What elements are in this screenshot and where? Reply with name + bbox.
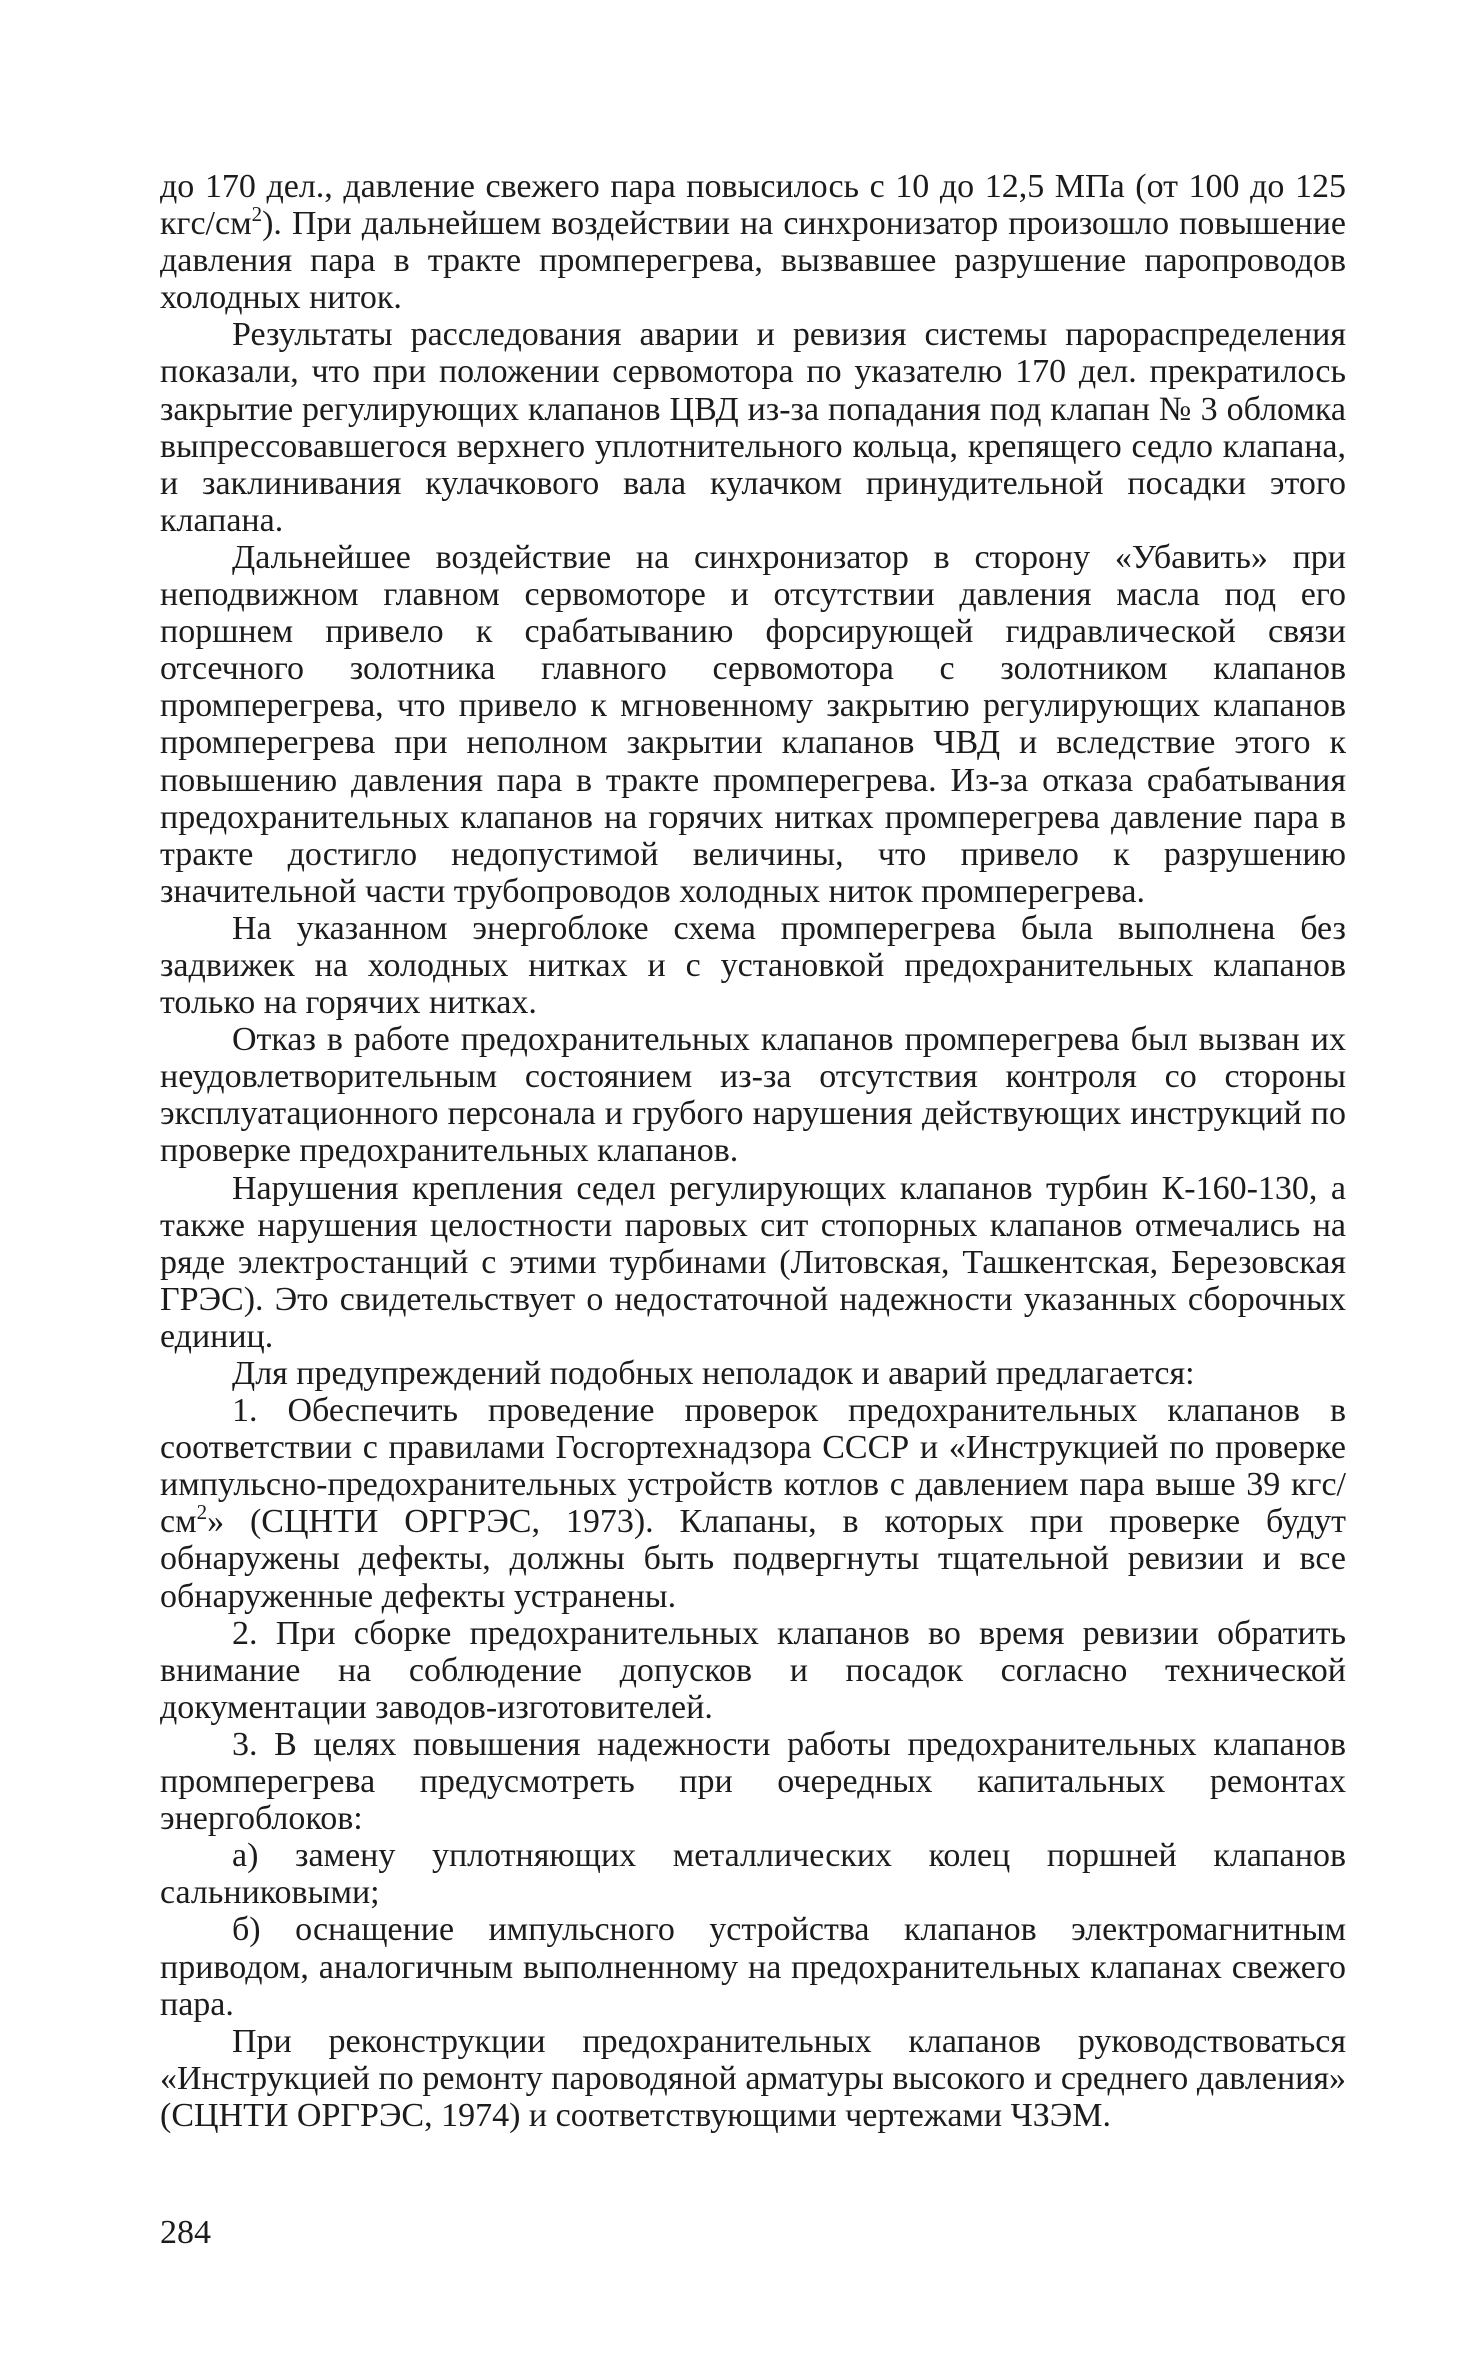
paragraph-reconstruction: При реконструкции предохранительных клапанов руководствоваться «Инструкцией по ремонту пароводяной арматуры высокого и среднего давления» (СЦНТИ ОРГРЭС, 1974) и соответствующими чертежами ЧЗЭМ. [160, 2022, 1346, 2134]
list-item-3b: б) оснащение импульсного устройства клапанов электромагнитным приводом, аналогичным выполненному на предохранительных клапанах свежего пара. [160, 1911, 1346, 2023]
paragraph-seat-fastening: Нарушения крепления седел регулирующих клапанов турбин К-160-130, а также нарушения целостности паровых сит стопорных клапанов отмечались на ряде электростанций с этими турбинами (Литовская, Ташкентская, Березовская ГРЭС). Это свидетельствует о недостаточной надежности указанных сборочных единиц. [160, 1169, 1346, 1355]
list-item-3: 3. В целях повышения надежности работы предохранительных клапанов промперегрева предусмотреть при очередных капитальных ремонтах энергоблоков: [160, 1725, 1346, 1838]
list-item-2: 2. При сборке предохранительных клапанов во время ревизии обратить внимание на соблюдение допусков и посадок согласно технической документации заводов-изготовителей. [160, 1614, 1346, 1726]
paragraph-valve-failure: Отказ в работе предохранительных клапанов промперегрева был вызван их неудовлетворительным состоянием из-за отсутствия контроля со стороны эксплуатационного персонала и грубого нарушения действующих инструкций по проверке предохранительных клапанов. [160, 1021, 1346, 1170]
paragraph-further-impact: Дальнейшее воздействие на синхронизатор в сторону «Убавить» при неподвижном главном сервомоторе и отсутствии давления масла под его поршнем привело к срабатыванию форсирующей гидравлической связи отсечного золотника главного сервомотора с золотником клапанов промперегрева, что привело к мгновенному закрытию регулирующих клапанов промперегрева при неполном закрытии клапанов ЧВД и вследствие этого к повышению давления пара в тракте промперегрева. Из-за отказа срабатывания предохранительных клапанов на горячих нитках промперегрева давление пара в тракте достигло недопустимой величины, что привело к разрушению значительной части трубопроводов холодных ниток промперегрева. [160, 538, 1346, 910]
list-item-1: 1. Обеспечить проведение проверок предохранительных клапанов в соответствии с правилами Госгортехнадзора СССР и «Инструкцией по проверке импульсно-предохранительных устройств котлов с давлением пара выше 39 кгс/$см^2$» (СЦНТИ ОРГРЭС, 1973). Клапаны, в которых при проверке будут обнаружены дефекты, должны быть подвергнуты тщательной ревизии и все обнаруженные дефекты устранены. [160, 1392, 1346, 1615]
paragraph-continuation: до 170 дел., давление свежего пара повысилось с 10 до 12,5 МПа (от 100 до 125 кгс/$см^2$). При дальнейшем воздействии на синхронизатор произошло повышение давления пара в тракте промперегрева, вызвавшее разрушение паропроводов холодных ниток. [160, 168, 1346, 317]
paragraph-scheme-note: На указанном энергоблоке схема промперегрева была выполнена без задвижек на холодных нитках и с установкой предохранительных клапанов только на горячих нитках. [160, 909, 1346, 1022]
page-number: 284 [160, 2214, 211, 2251]
superscript: 2 [251, 202, 263, 227]
page-body [160, 168, 1346, 2134]
paragraph-investigation-results: Результаты расследования аварии и ревизия системы парораспределения показали, что при положении сервомотора по указателю 170 дел. прекратилось закрытие регулирующих клапанов ЦВД из-за попадания под клапан № 3 обломка выпрессовавшегося верхнего уплотнительного кольца, крепящего седло клапана, и заклинивания кулачкового вала кулачком принудительной посадки этого клапана. [160, 316, 1346, 539]
paragraph-proposals-intro: Для предупреждений подобных неполадок и аварий предлагается: [232, 1355, 1195, 1392]
superscript: 2 [196, 1500, 208, 1525]
list-item-3a: а) замену уплотняющих металлических колец поршней клапанов сальниковыми; [160, 1837, 1346, 1912]
